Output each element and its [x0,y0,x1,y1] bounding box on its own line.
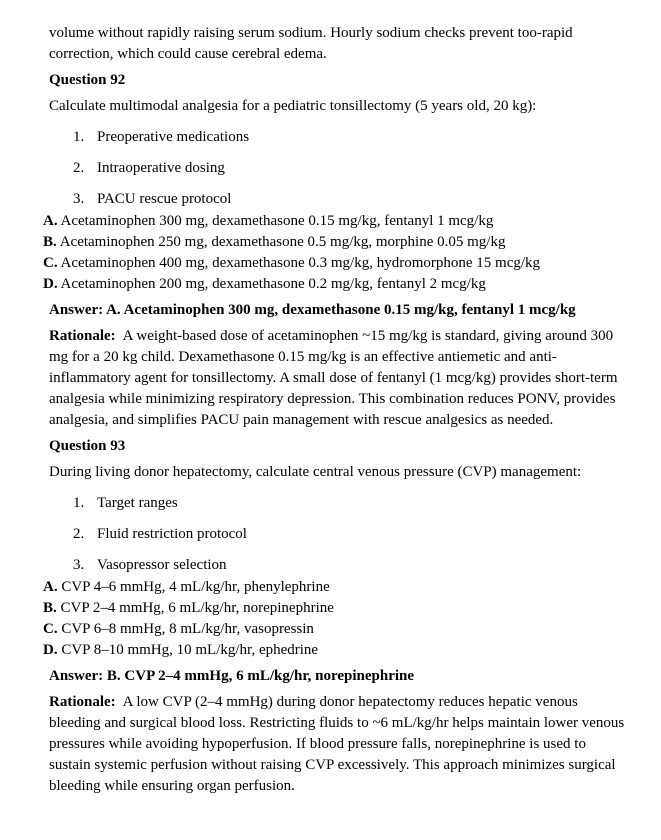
question-93-heading: Question 93 [49,438,126,454]
option-letter: D. [43,642,58,658]
option-c [43,253,629,274]
option-text: Acetaminophen 250 mg, dexamethasone 0.5 mg/kg, morphine 0.05 mg/kg [59,234,506,250]
option-a [43,577,629,598]
question-92-answer: Answer: A. Acetaminophen 300 mg, dexamethasone 0.15 mg/kg, fentanyl 1 mcg/kg [49,302,576,318]
list-item: Target ranges [97,495,178,511]
question-92-prompt: Calculate multimodal analgesia for a pediatric tonsillectomy (5 years old, 20 kg): [49,98,537,114]
question-93-subitem-list [49,493,629,576]
list-item: Intraoperative dosing [97,160,225,176]
option-letter: C. [43,255,58,271]
option-text: CVP 8–10 mmHg, 10 mL/kg/hr, ephedrine [61,642,319,658]
rationale-label: Rationale: [49,694,116,710]
question-92-subitem-list [49,127,629,210]
option-text: Acetaminophen 200 mg, dexamethasone 0.2 mg/kg, fentanyl 2 mcg/kg [60,276,486,292]
option-a [43,211,629,232]
option-letter: A. [43,213,58,229]
option-text: CVP 2–4 mmHg, 6 mL/kg/hr, norepinephrine [60,600,334,616]
option-b [43,598,629,619]
option-b [43,232,629,253]
question-93-answer: Answer: B. CVP 2–4 mmHg, 6 mL/kg/hr, norepinephrine [49,668,415,684]
option-text: CVP 4–6 mmHg, 4 mL/kg/hr, phenylephrine [61,579,330,595]
option-c [43,619,629,640]
option-letter: B. [43,600,57,616]
option-letter: D. [43,276,58,292]
rationale-label: Rationale: [49,328,116,344]
option-text: Acetaminophen 400 mg, dexamethasone 0.3 mg/kg, hydromorphone 15 mcg/kg [60,255,541,271]
list-item: Preoperative medications [97,129,250,145]
question-93-rationale [49,692,629,797]
list-item: PACU rescue protocol [97,191,232,207]
rationale-text: A low CVP (2–4 mmHg) during donor hepatectomy reduces hepatic venous bleeding and surgical blood loss. Restricting fluids to ~6 mL/kg/hr helps maintain lower venous pressures while avoiding hypoperfusion. If blood pressure falls, norepinephrine is used to sustain systemic perfusion without raising CVP excessively. This approach minimizes surgical bleeding while ensuring organ perfusion. [49,694,625,794]
question-92-options [43,211,629,295]
option-letter: A. [43,579,58,595]
question-92-rationale [49,326,629,431]
list-item: Fluid restriction protocol [97,526,247,542]
question-93-prompt: During living donor hepatectomy, calculate central venous pressure (CVP) management: [49,464,582,480]
rationale-text: A weight-based dose of acetaminophen ~15 mg/kg is standard, giving around 300 mg for a 20 kg child. Dexamethasone 0.15 mg/kg is an effective antiemetic and anti-inflammatory agent for tonsillectomy. A small dose of fentanyl (1 mcg/kg) provides short-term analgesia while minimizing respiratory depression. This combination reduces PONV, provides analgesia, and simplifies PACU pain management with rescue analgesics as needed. [49,328,618,428]
option-d [43,274,629,295]
option-text: CVP 6–8 mmHg, 8 mL/kg/hr, vasopressin [61,621,314,637]
option-letter: C. [43,621,58,637]
list-item: Vasopressor selection [97,557,227,573]
question-92-heading: Question 92 [49,72,126,88]
intro-paragraph: volume without rapidly raising serum sodium. Hourly sodium checks prevent too-rapid correction, which could cause cerebral edema. [49,25,573,62]
option-letter: B. [43,234,57,250]
option-d [43,640,629,661]
question-93-options [43,577,629,661]
option-text: Acetaminophen 300 mg, dexamethasone 0.15 mg/kg, fentanyl 1 mcg/kg [60,213,494,229]
